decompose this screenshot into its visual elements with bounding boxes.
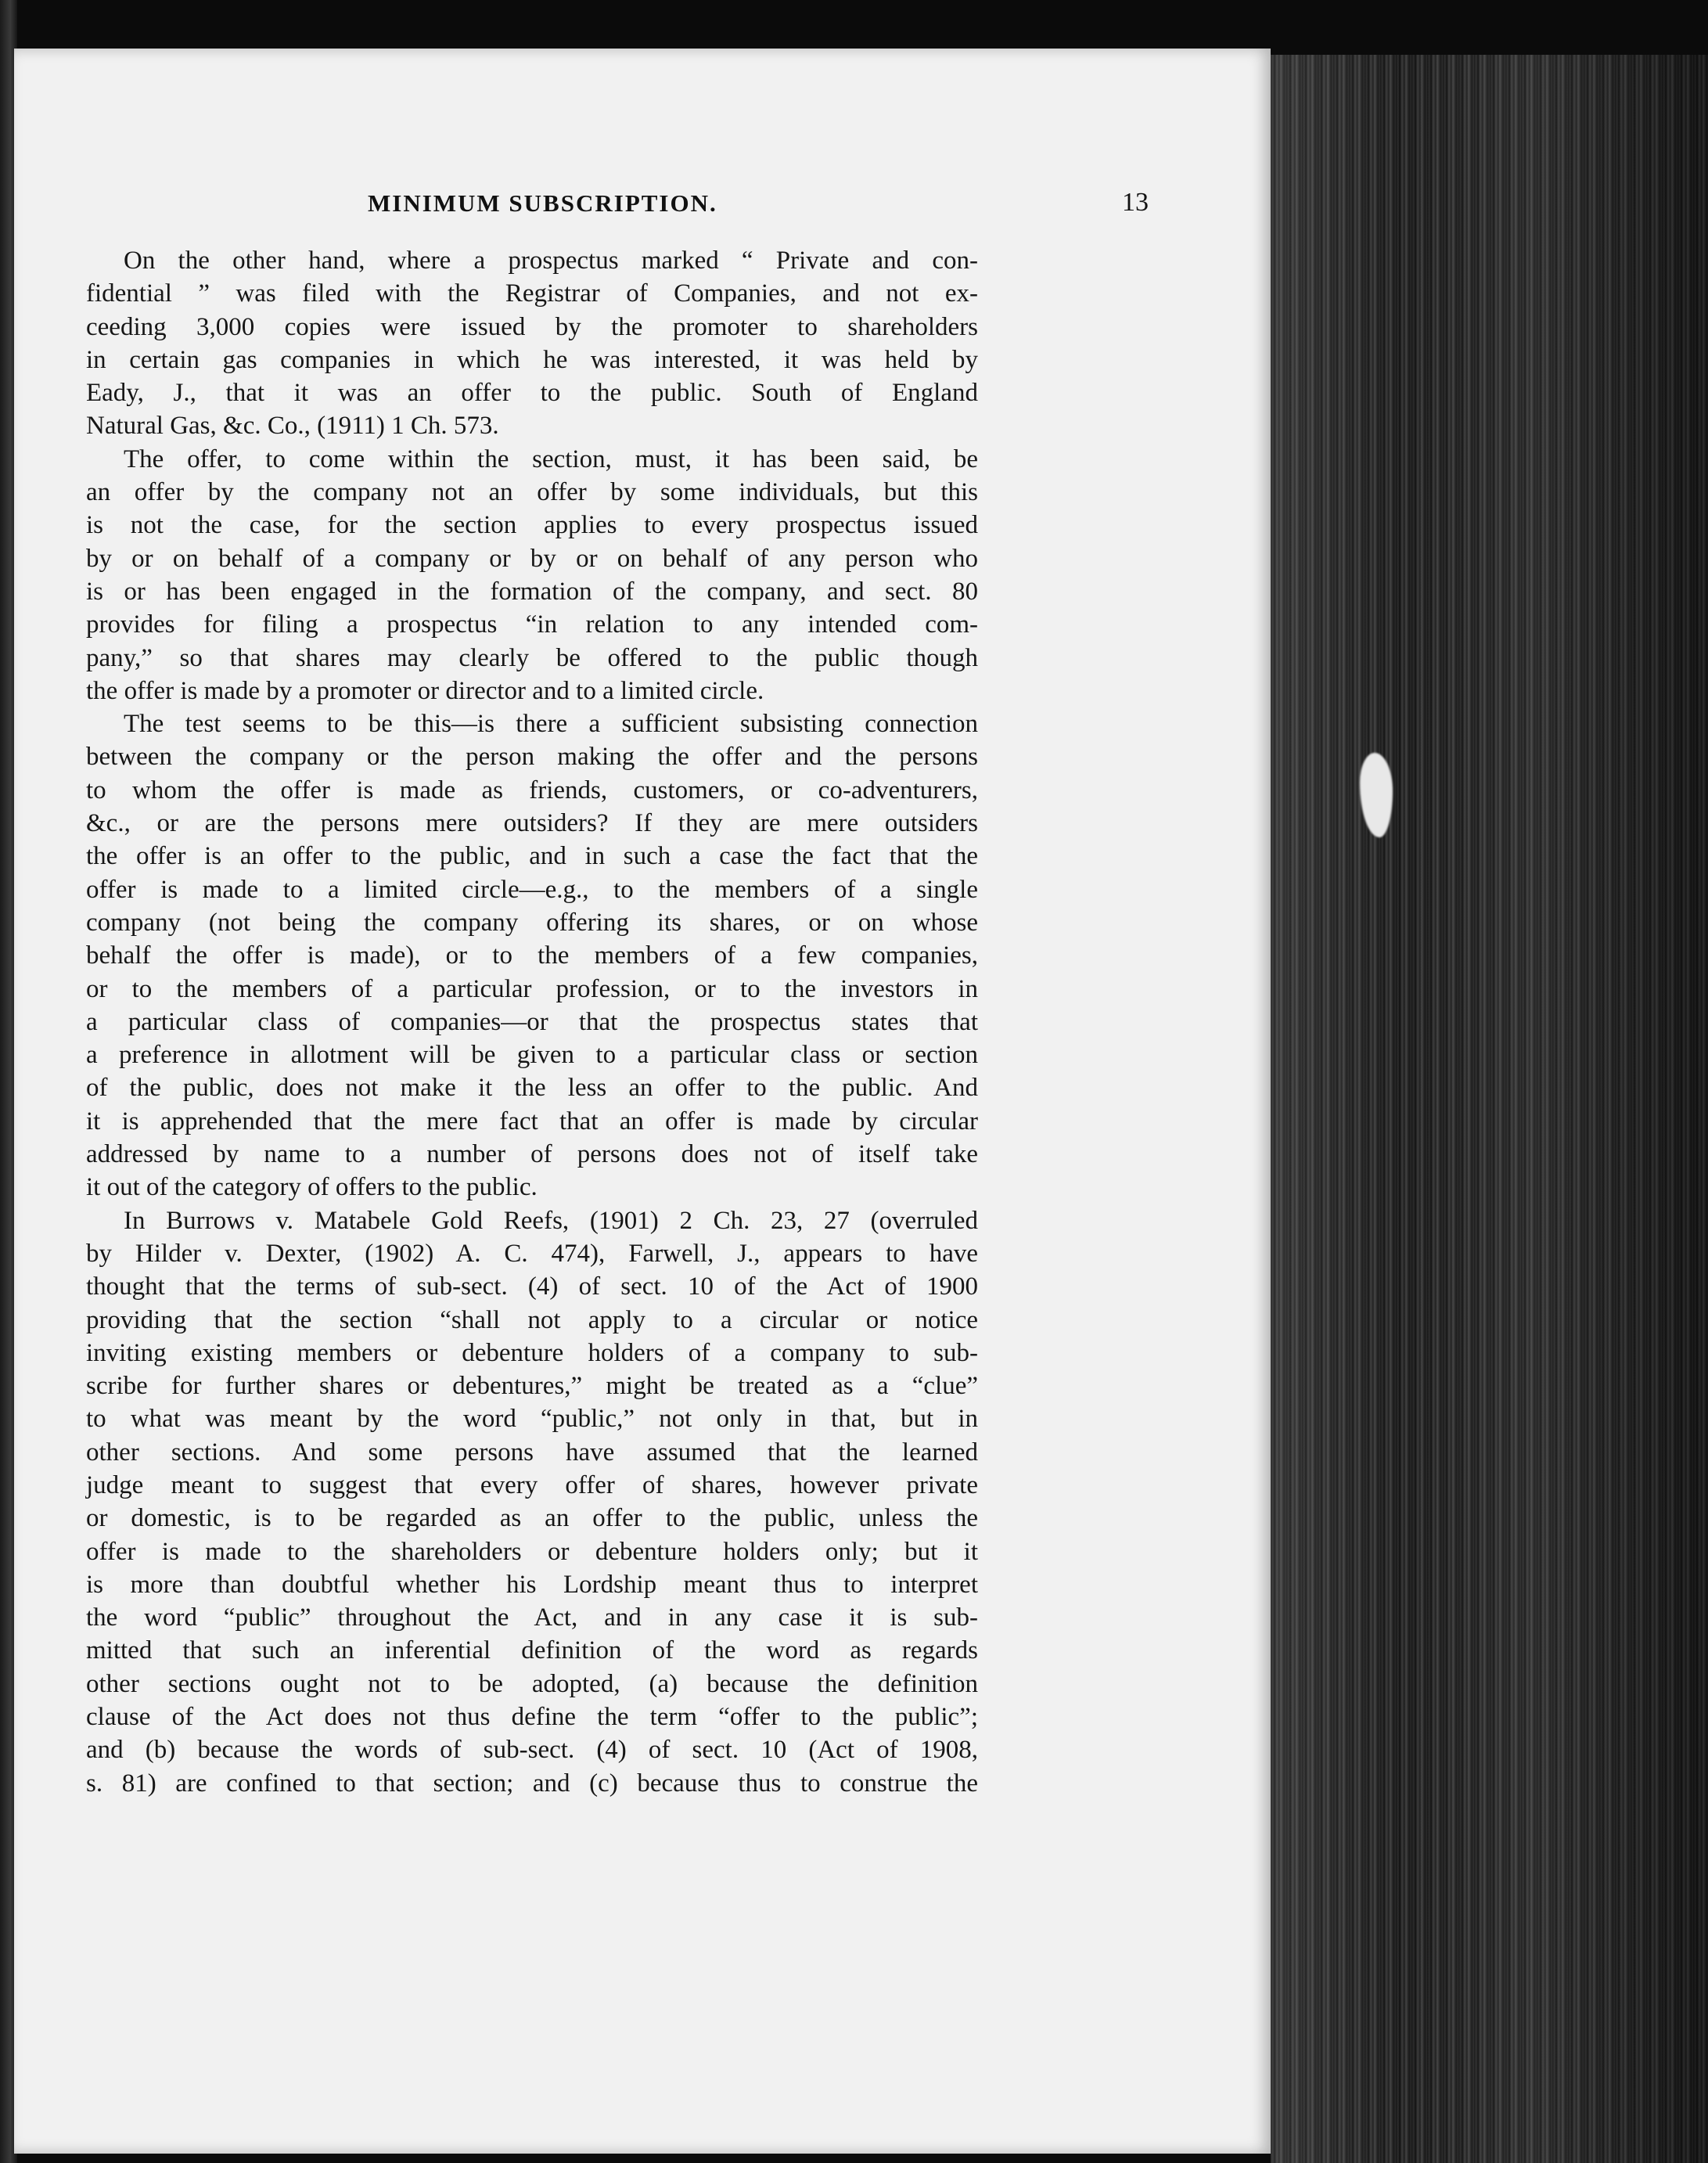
text-line: Natural Gas, &c. Co., (1911) 1 Ch. 573. <box>86 412 499 441</box>
text-line: &c., or are the persons mere outsiders? If they are mere outsiders <box>86 809 978 838</box>
text-line: pany,” so that shares may clearly be offered to the public though <box>86 643 978 672</box>
text-line: offer is made to the shareholders or debenture holders only; but it <box>86 1537 978 1566</box>
text-line: In Burrows v. Matabele Gold Reefs, (1901) 2 Ch. 23, 27 (overruled <box>124 1206 978 1235</box>
text-line: or domestic, is to be regarded as an offer to the public, unless the <box>86 1504 978 1533</box>
text-line: the word “public” throughout the Act, and in any case it is sub- <box>86 1603 978 1632</box>
text-line: inviting existing members or debenture holders of a company to sub- <box>86 1338 978 1367</box>
text-line: thought that the terms of sub-sect. (4) of sect. 10 of the Act of 1900 <box>86 1272 978 1301</box>
text-line: in certain gas companies in which he was interested, it was held by <box>86 345 978 374</box>
text-line: is more than doubtful whether his Lordship meant thus to interpret <box>86 1570 978 1599</box>
text-line: other sections ought not to be adopted, (a) because the definition <box>86 1669 978 1698</box>
text-line: between the company or the person making the offer and the persons <box>86 743 978 772</box>
page-number: 13 <box>1122 188 1149 217</box>
text-line: providing that the section “shall not apply to a circular or notice <box>86 1305 978 1334</box>
text-line: company (not being the company offering its shares, or on whose <box>86 908 978 937</box>
text-line: it out of the category of offers to the public. <box>86 1173 538 1202</box>
text-line: fidential ” was filed with the Registrar of Companies, and not ex- <box>86 279 978 308</box>
text-line: is or has been engaged in the formation of the company, and sect. 80 <box>86 577 978 606</box>
text-line: provides for filing a prospectus “in relation to any intended com- <box>86 610 978 639</box>
text-line: and (b) because the words of sub-sect. (4) of sect. 10 (Act of 1908, <box>86 1736 978 1765</box>
text-line: mitted that such an inferential definition of the word as regards <box>86 1636 978 1665</box>
text-line: to whom the offer is made as friends, customers, or co-adventurers, <box>86 776 978 804</box>
text-line: offer is made to a limited circle—e.g., to the members of a single <box>86 875 978 904</box>
text-line: other sections. And some persons have assumed that the learned <box>86 1438 978 1467</box>
text-line: On the other hand, where a prospectus marked “ Private and con- <box>124 247 978 275</box>
text-line: judge meant to suggest that every offer of shares, however private <box>86 1470 978 1499</box>
text-line: The test seems to be this—is there a sufficient subsisting connection <box>124 710 978 739</box>
text-line: is not the case, for the section applies to every prospectus issued <box>86 511 978 540</box>
text-line: addressed by name to a number of persons does not of itself take <box>86 1140 978 1169</box>
text-line: to what was meant by the word “public,” not only in that, but in <box>86 1405 978 1434</box>
text-line: an offer by the company not an offer by some individuals, but this <box>86 478 978 507</box>
text-line: of the public, does not make it the less an offer to the public. And <box>86 1074 978 1103</box>
text-line: the offer is an offer to the public, and in such a case the fact that the <box>86 842 978 871</box>
text-line: s. 81) are confined to that section; and (c) because thus to construe the <box>86 1769 978 1798</box>
text-line: The offer, to come within the section, must, it has been said, be <box>124 444 978 473</box>
text-line: by or on behalf of a company or by or on behalf of any person who <box>86 544 978 573</box>
text-line: it is apprehended that the mere fact that an offer is made by circular <box>86 1107 978 1135</box>
text-line: behalf the offer is made), or to the members of a few companies, <box>86 941 978 970</box>
body-text <box>86 244 978 1800</box>
text-line: or to the members of a particular profession, or to the investors in <box>86 974 978 1003</box>
text-line: by Hilder v. Dexter, (1902) A. C. 474), Farwell, J., appears to have <box>86 1239 978 1268</box>
text-line: a preference in allotment will be given to a particular class or section <box>86 1041 978 1070</box>
running-head: MINIMUM SUBSCRIPTION. <box>368 189 717 217</box>
text-line: a particular class of companies—or that the prospectus states that <box>86 1007 978 1036</box>
text-line: scribe for further shares or debentures,” might be treated as a “clue” <box>86 1372 978 1401</box>
text-line: Eady, J., that it was an offer to the public. South of England <box>86 379 978 408</box>
text-line: clause of the Act does not thus define the term “offer to the public”; <box>86 1703 978 1732</box>
text-line: ceeding 3,000 copies were issued by the promoter to shareholders <box>86 312 978 341</box>
page-block-edges <box>1271 55 1708 2163</box>
text-line: the offer is made by a promoter or director and to a limited circle. <box>86 676 764 705</box>
